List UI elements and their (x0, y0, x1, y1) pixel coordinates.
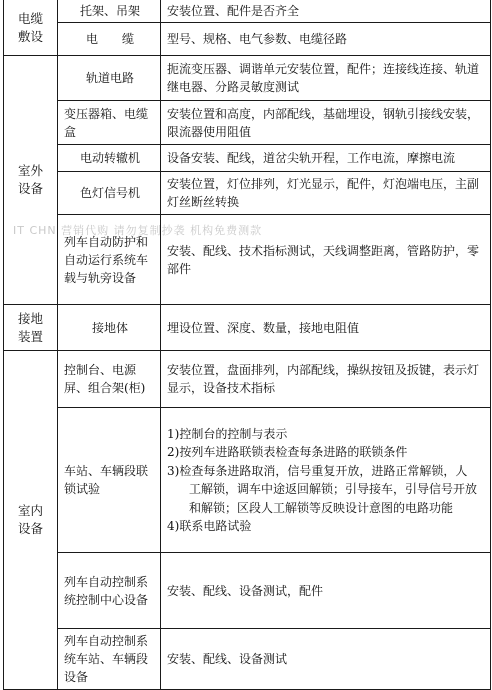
list-item: 工解锁，调车中途返回解锁；引导接车，引导信号开放 (189, 482, 478, 496)
category-grounding (4, 305, 58, 351)
category-outdoor (4, 56, 58, 305)
category-label: 室外 设备 (17, 163, 43, 196)
content-cell (161, 56, 491, 101)
item-label: 列车自动控制系统车站、车辆段设备 (64, 634, 149, 684)
content-text: 安装、配线、设备测试 (167, 652, 288, 666)
item-cell (58, 629, 161, 690)
item-cell (58, 351, 161, 408)
item-label: 接地体 (91, 320, 128, 335)
item-label: 轨道电路 (85, 71, 134, 85)
item-cell (58, 101, 161, 145)
content-cell (161, 351, 491, 408)
content-cell (161, 629, 491, 690)
content-text: 设备安装、配线，道岔尖轨开程，工作电流，摩擦电流 (167, 151, 456, 165)
category-cable (4, 0, 58, 56)
list-item: 3)检查每条进路取消，信号重复开放，进路正常解锁，人 (167, 463, 468, 478)
category-label: 接地 装置 (17, 310, 43, 344)
table-row (4, 0, 491, 23)
item-cell (58, 0, 161, 23)
item-cell (58, 408, 161, 553)
watermark-text: IT CHN 营销代购 请勿复制抄袭 机构免费测款 (13, 224, 263, 237)
item-cell (58, 553, 161, 629)
table-row (4, 629, 491, 690)
list-item: 1)控制台的控制与表示 (167, 426, 288, 441)
item-label: 电 缆 (85, 32, 134, 46)
item-cell (58, 305, 161, 351)
content-text: 安装位置，灯位排列，灯光显示，配件，灯泡端电压，主副灯丝断丝转换 (167, 177, 480, 209)
content-cell (161, 305, 491, 351)
table-row (4, 101, 491, 145)
content-text: 安装位置、配件是否齐全 (167, 4, 300, 18)
content-text: 安装、配线、设备测试，配件 (167, 583, 324, 598)
item-cell (58, 145, 161, 172)
content-cell (161, 145, 491, 172)
content-cell (161, 101, 491, 145)
inspection-table (3, 0, 491, 690)
item-cell (58, 56, 161, 101)
list-item: 4)联系电路试验 (167, 519, 252, 533)
item-label: 电动转辙机 (79, 151, 140, 165)
table-row (4, 23, 491, 56)
item-label: 列车自动控制系统控制中心设备 (64, 574, 149, 607)
table-row (4, 56, 491, 101)
table-row (4, 172, 491, 215)
category-label: 电缆 敷设 (17, 10, 43, 44)
list-item: 2)按列车进路联锁表检查每条进路的联锁条件 (167, 445, 408, 459)
content-cell (161, 0, 491, 23)
table-row (4, 145, 491, 172)
table-row (4, 351, 491, 408)
content-cell (161, 408, 491, 553)
content-cell (161, 553, 491, 629)
content-text: 型号、规格、电气参数、电缆径路 (167, 32, 348, 46)
item-label: 托架、吊架 (79, 4, 140, 18)
item-label: 变压器箱、电缆盒 (64, 106, 149, 139)
item-cell (58, 23, 161, 56)
list-item: 和解锁；区段人工解锁等反映设计意图的电路功能 (189, 500, 454, 515)
item-label: 控制台、电源屏、组合架(柜) (64, 363, 146, 395)
content-text: 安装、配线、技术指标测试，天线调整距离，管路防护，零部件 (167, 243, 480, 276)
content-text: 扼流变压器、调谐单元安装位置，配件；连接线连接、轨道继电器、分路灵敏度测试 (167, 62, 480, 94)
category-indoor (4, 351, 58, 690)
table-row (4, 553, 491, 629)
item-cell (58, 172, 161, 215)
content-cell (161, 23, 491, 56)
item-label: 色灯信号机 (79, 186, 140, 200)
item-label: 列车自动防护和自动运行系统车载与轨旁设备 (64, 234, 149, 285)
inspection-table-sheet (3, 0, 490, 687)
content-cell (161, 172, 491, 215)
content-text: 安装位置和高度，内部配线，基础埋设，钢轨引接线安装，限流器使用阻值 (167, 106, 480, 139)
table-row (4, 408, 491, 553)
content-text: 安装位置，盘面排列，内部配线，操纵按钮及扳键，表示灯显示，设备技术指标 (167, 363, 480, 395)
table-row (4, 305, 491, 351)
content-text: 埋设位置、深度、数量，接地电阻值 (167, 320, 360, 335)
item-label: 车站、车辆段联锁试验 (64, 464, 149, 496)
category-label: 室内 设备 (17, 503, 43, 536)
